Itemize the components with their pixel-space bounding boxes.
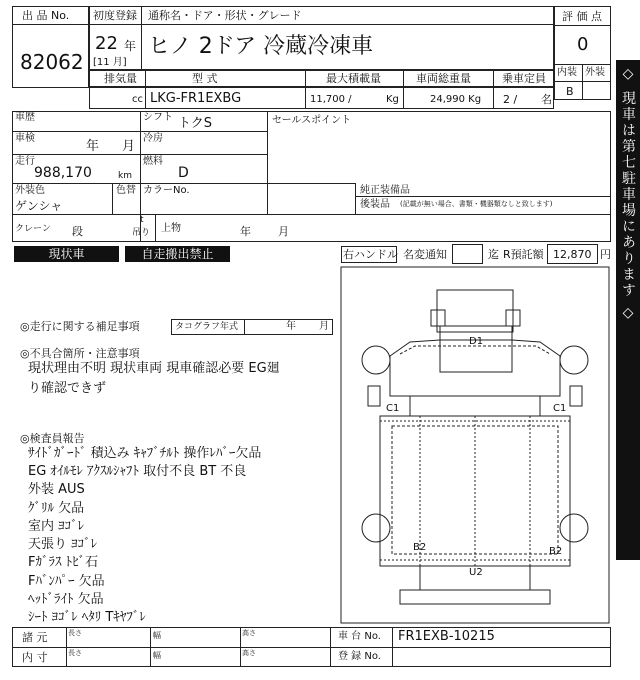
- first-registration-label: 初度登録: [93, 9, 137, 22]
- defects-line-1: 現状理由不明 現状車両 現車確認必要 EG廻: [28, 361, 280, 376]
- mileage-label: 走行: [15, 156, 35, 167]
- grid-h-5: [355, 196, 611, 197]
- color-change-label: 色替: [116, 185, 136, 196]
- shift-value: トクS: [178, 116, 212, 131]
- recycle-deposit-label: R預託額: [503, 248, 544, 261]
- inspection-label: 車検: [15, 133, 35, 144]
- score-label: 評 価 点: [562, 10, 602, 23]
- color-value: ゲンシャ: [15, 199, 63, 213]
- registration-year-unit: 年: [124, 39, 137, 53]
- lot-number: 82062: [20, 50, 84, 74]
- report-line: Fｶﾞﾗｽ ﾄﾋﾞ石: [28, 555, 99, 570]
- car-name-label: 通称名・ドア・形状・グレード: [148, 9, 302, 22]
- report-line: EG ｵｲﾙﾓﾚ ｱｸｽﾙｼｬﾌﾄ 取付不良 BT 不良: [28, 464, 247, 479]
- score-value: 0: [577, 34, 589, 55]
- crane-divider: [155, 214, 156, 242]
- mark-d1: D1: [469, 336, 484, 347]
- tachograph-month: 月: [319, 321, 329, 332]
- interior-label: 内装: [557, 67, 577, 78]
- tachograph-label: タコグラフ年式: [175, 322, 239, 332]
- report-line: ﾍｯﾄﾞﾗｲﾄ 欠品: [28, 592, 104, 607]
- crane-stage: 段: [72, 225, 83, 238]
- spec-dimension-label: 諸 元: [22, 631, 48, 644]
- current-condition-badge: 現状車: [14, 246, 119, 262]
- report-line: 天張り ﾖｺﾞﾚ: [28, 537, 98, 552]
- recycle-deposit-value: 12,870: [553, 248, 592, 261]
- mark-u2: U2: [469, 567, 483, 578]
- upper-body-label: 上物: [161, 223, 181, 234]
- max-load-value: 11,700 /: [310, 94, 352, 105]
- displacement-unit: cc: [132, 94, 143, 105]
- aftermarket-note: (記載が無い場合、書類・機器類なしと致します): [400, 200, 553, 208]
- self-delivery-ban-badge: 自走搬出禁止: [125, 246, 230, 262]
- score-divider: [554, 25, 611, 26]
- name-change-box: [452, 244, 483, 264]
- location-banner: [616, 60, 640, 560]
- inspector-report-title: ◎検査員報告: [20, 432, 85, 445]
- grid-v-4: [112, 183, 113, 214]
- driving-notes-title: ◎走行に関する補足事項: [20, 320, 140, 333]
- model-value: LKG-FR1EXBG: [150, 91, 242, 106]
- report-line: ｸﾞﾘﾙ 欠品: [28, 501, 85, 516]
- yen-label: 円: [600, 248, 611, 261]
- right-hand-drive: 右ハンドル: [343, 248, 398, 261]
- report-line: ｼｰﾄ ﾖｺﾞﾚ ﾍﾀﾘ Tｷﾔﾌﾞﾚ: [28, 610, 146, 625]
- registration-number-label: 登 録 No.: [338, 651, 381, 662]
- upper-body-year: 年: [240, 225, 251, 238]
- footer-v-3: [240, 627, 241, 667]
- registration-year: 22: [95, 33, 118, 54]
- crane-label: クレーン: [15, 224, 51, 234]
- exterior-label: 外装: [585, 67, 605, 78]
- defects-line-2: り確認できず: [28, 381, 107, 396]
- name-change-label: 名変通知: [403, 248, 447, 261]
- history-label: 車歴: [15, 112, 35, 123]
- crane-ton: t: [140, 215, 144, 225]
- height-label-2: 高さ: [242, 649, 256, 657]
- fuel-value: D: [178, 165, 189, 181]
- mileage-value: 988,170: [34, 165, 92, 181]
- grid-v-3: [355, 183, 356, 214]
- score-divider-4: [554, 81, 611, 82]
- genuine-equipment-label: 純正装備品: [360, 185, 410, 196]
- interior-dimension-label: 内 寸: [22, 651, 48, 664]
- mark-b2-left: B2: [413, 542, 427, 553]
- max-load-label: 最大積載量: [326, 72, 381, 85]
- width-label-2: 幅: [153, 651, 161, 660]
- mileage-unit: km: [118, 171, 132, 181]
- chassis-number: FR1EXB-10215: [398, 629, 495, 644]
- footer-v-4: [330, 627, 331, 667]
- color-number-label: カラーNo.: [143, 185, 190, 196]
- grid-v-2: [267, 111, 268, 214]
- mark-c1-right: C1: [553, 403, 567, 414]
- footer-v-5: [392, 627, 393, 667]
- grid-h-2: [12, 154, 267, 155]
- inspection-month: 月: [122, 139, 136, 154]
- chassis-number-label: 車 台 No.: [338, 631, 381, 642]
- exterior-score: B: [566, 85, 574, 98]
- footer-mid-line: [12, 647, 611, 648]
- grid-h-1: [12, 131, 267, 132]
- sales-point-label: セールスポイント: [272, 115, 352, 126]
- capacity-value: 2 /: [503, 93, 518, 106]
- grid-h-3: [12, 183, 267, 184]
- footer-v-2: [150, 627, 151, 667]
- color-label: 外装色: [15, 185, 45, 196]
- gross-weight-value: 24,990 Kg: [430, 94, 482, 105]
- report-line: 外装 AUS: [28, 482, 85, 497]
- report-line: ｻｲﾄﾞｶﾞｰﾄﾞ 積込み ｷｬﾌﾞﾁﾙﾄ 操作ﾚﾊﾞｰ欠品: [28, 446, 262, 461]
- shift-label: シフト: [143, 112, 173, 123]
- length-label-2: 長さ: [68, 649, 82, 657]
- displacement-label: 排気量: [104, 72, 137, 85]
- capacity-label: 乗車定員: [502, 72, 546, 85]
- grid-h-6: [267, 183, 355, 184]
- footer-v-1: [66, 627, 67, 667]
- length-label-1: 長さ: [68, 629, 82, 637]
- location-banner-text: ◇ 現車は第七駐車場にあります ◇: [620, 66, 636, 323]
- gross-weight-label: 車両総重量: [416, 72, 471, 85]
- fuel-label: 燃料: [143, 156, 163, 167]
- inspection-year: 年: [86, 139, 100, 154]
- car-name: ヒノ 2ドア 冷蔵冷凍車: [148, 34, 374, 59]
- max-load-unit: Kg: [386, 94, 399, 105]
- report-line: Fﾊﾞﾝﾊﾟｰ 欠品: [28, 574, 105, 589]
- lot-number-label: 出 品 No.: [22, 9, 70, 22]
- upper-body-month: 月: [278, 225, 289, 238]
- width-label-1: 幅: [153, 631, 161, 640]
- spec-labels-row: [89, 70, 554, 87]
- model-label: 型 式: [192, 72, 218, 85]
- score-divider-3: [582, 64, 583, 100]
- mark-b2-right: B2: [549, 546, 563, 557]
- tachograph-divider: [244, 319, 245, 335]
- grid-h-4: [12, 214, 611, 215]
- capacity-unit: 名: [541, 93, 552, 106]
- registration-month: [11 月]: [93, 57, 127, 68]
- crane-hook: 吊り: [132, 228, 151, 238]
- height-label-1: 高さ: [242, 629, 256, 637]
- tachograph-year: 年: [286, 321, 296, 332]
- defects-title: ◎不具合箇所・注意事項: [20, 347, 140, 360]
- mark-c1-left: C1: [386, 403, 400, 414]
- aftermarket-label: 後装品: [360, 199, 390, 210]
- report-line: 室内 ﾖｺﾞﾚ: [28, 519, 85, 534]
- aircon-label: 冷房: [143, 133, 163, 144]
- deadline-label: 迄: [488, 248, 499, 261]
